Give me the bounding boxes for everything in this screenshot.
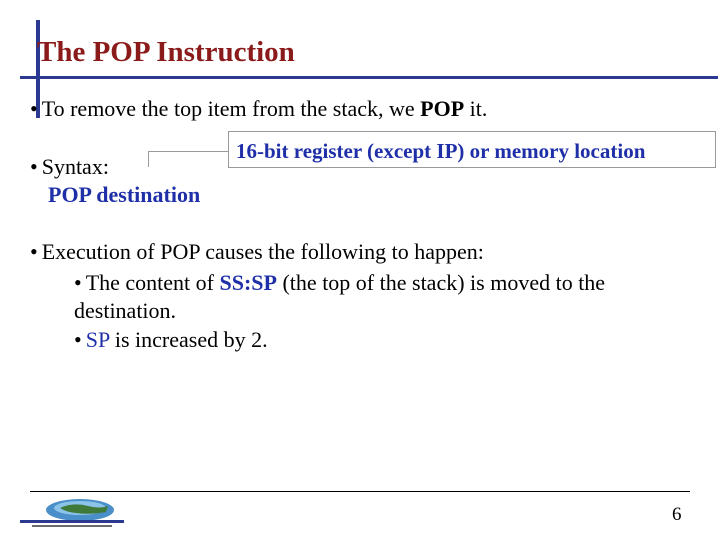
- bullet-execution: [30, 239, 484, 265]
- callout-operand-note: 16-bit register (except IP) or memory location: [236, 139, 646, 163]
- sub-bullet-marker: •: [74, 270, 82, 295]
- syntax-label: Syntax:: [41, 154, 109, 179]
- sub1-text-post: (the top of the stack) is moved to the: [276, 270, 606, 295]
- bullet-pop-definition: [30, 96, 487, 122]
- sub-bullet-sp-increase: [74, 327, 268, 353]
- title-accent-horizontal-bar: [20, 76, 718, 79]
- footer-divider: [30, 491, 690, 492]
- sub-bullet-content-moved: [74, 270, 605, 296]
- page-number: 6: [672, 504, 682, 525]
- sub1-text-pre: The content of: [85, 270, 220, 295]
- sub2-text-post: is increased by 2.: [109, 327, 268, 352]
- definition-text-post: it.: [464, 96, 488, 121]
- sub2-register: SP: [85, 327, 110, 352]
- bullet-syntax: [30, 154, 109, 180]
- syntax-form: POP destination: [48, 182, 201, 207]
- execution-intro: Execution of POP causes the following to happen:: [41, 239, 484, 264]
- definition-text-pre: To remove the top item from the stack, we: [41, 96, 421, 121]
- slide-title: The POP Instruction: [37, 36, 295, 68]
- globe-logo-icon: [18, 496, 128, 530]
- sub1-continuation: destination.: [74, 298, 177, 323]
- bullet-marker: •: [30, 96, 38, 121]
- sub-bullet-marker: •: [74, 327, 82, 352]
- bullet-marker: •: [30, 239, 38, 264]
- sub1-register: SS:SP: [219, 270, 277, 295]
- callout-connector-horizontal: [148, 151, 228, 152]
- bullet-marker: •: [30, 154, 38, 179]
- definition-keyword: POP: [420, 96, 465, 121]
- callout-connector-vertical: [148, 151, 149, 167]
